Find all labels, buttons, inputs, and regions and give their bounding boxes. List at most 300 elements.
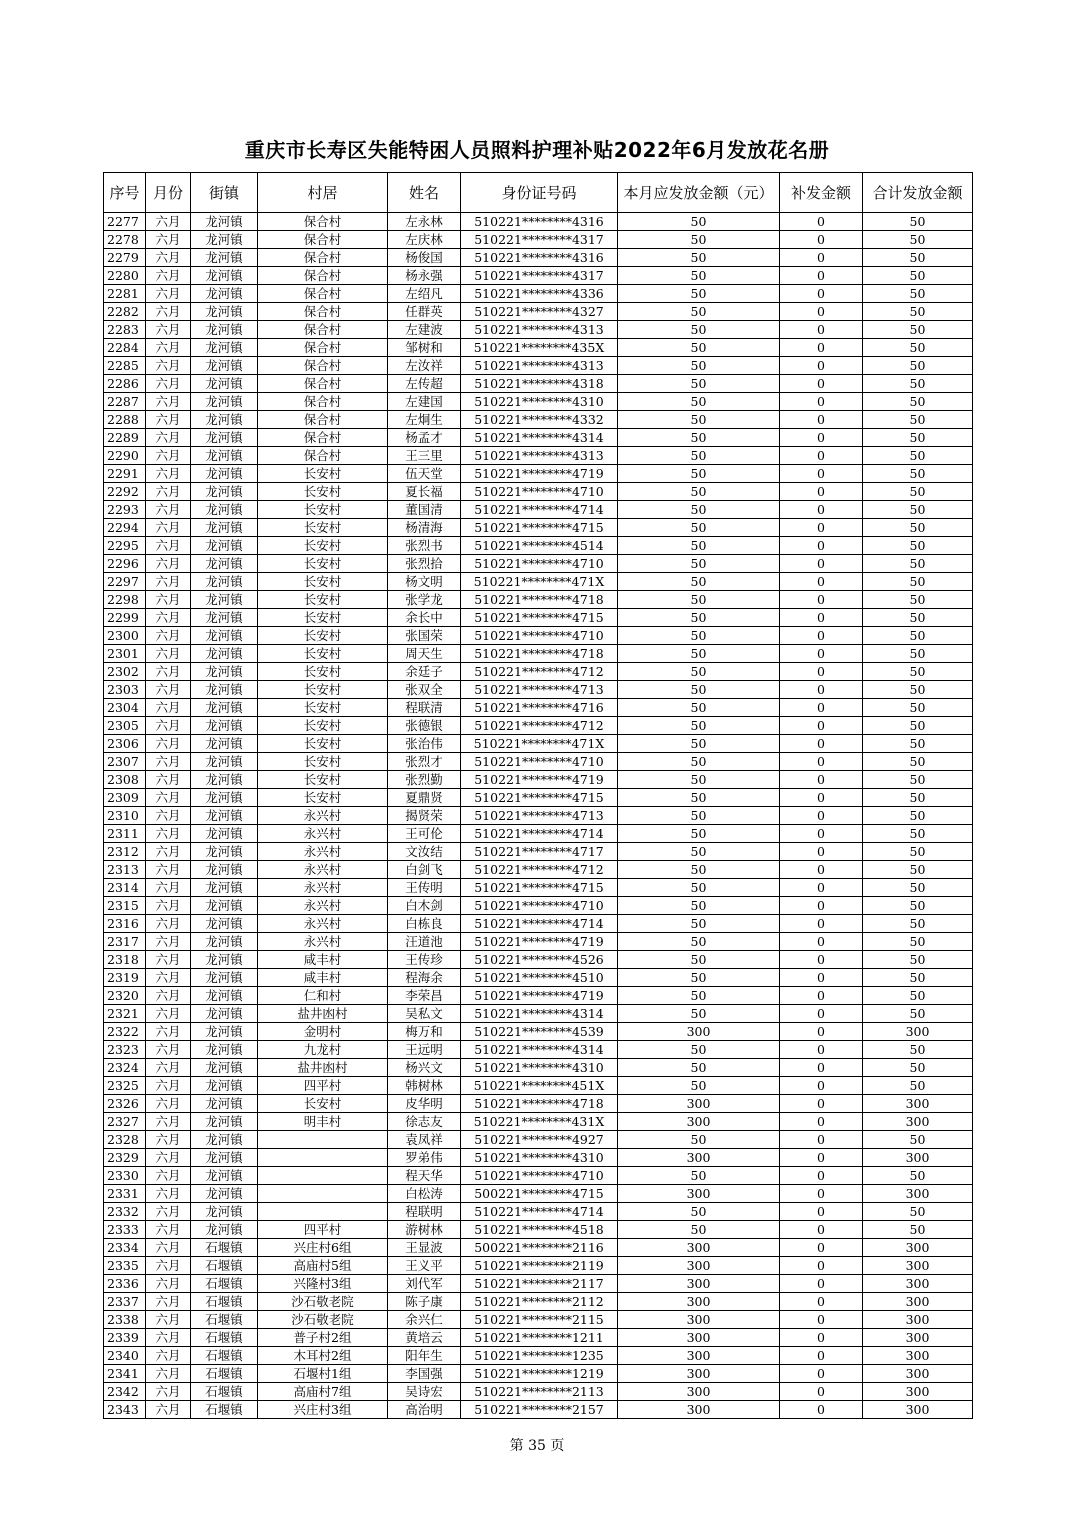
village-cell: 长安村 bbox=[258, 735, 388, 753]
total-cell: 50 bbox=[863, 501, 973, 519]
id-number-cell: 510221********4714 bbox=[461, 1203, 618, 1221]
village-cell: 永兴村 bbox=[258, 861, 388, 879]
month-cell: 六月 bbox=[146, 1347, 191, 1365]
name-cell: 高治明 bbox=[388, 1401, 461, 1419]
town-cell: 龙河镇 bbox=[191, 771, 258, 789]
id-number-cell: 510221********4712 bbox=[461, 663, 618, 681]
month-cell: 六月 bbox=[146, 1167, 191, 1185]
month-cell: 六月 bbox=[146, 789, 191, 807]
month-cell: 六月 bbox=[146, 231, 191, 249]
amount-due-cell: 300 bbox=[618, 1095, 780, 1113]
seq-cell: 2333 bbox=[104, 1221, 146, 1239]
village-cell: 长安村 bbox=[258, 501, 388, 519]
amount-due-cell: 300 bbox=[618, 1113, 780, 1131]
town-cell: 龙河镇 bbox=[191, 1077, 258, 1095]
month-cell: 六月 bbox=[146, 465, 191, 483]
total-cell: 50 bbox=[863, 609, 973, 627]
village-cell: 长安村 bbox=[258, 699, 388, 717]
supplement-cell: 0 bbox=[780, 915, 863, 933]
supplement-cell: 0 bbox=[780, 1077, 863, 1095]
id-number-cell: 510221********4318 bbox=[461, 375, 618, 393]
seq-cell: 2319 bbox=[104, 969, 146, 987]
seq-cell: 2279 bbox=[104, 249, 146, 267]
seq-cell: 2313 bbox=[104, 861, 146, 879]
amount-due-cell: 300 bbox=[618, 1347, 780, 1365]
amount-due-cell: 50 bbox=[618, 735, 780, 753]
village-cell: 长安村 bbox=[258, 645, 388, 663]
seq-cell: 2334 bbox=[104, 1239, 146, 1257]
town-cell: 龙河镇 bbox=[191, 429, 258, 447]
id-number-cell: 510221********2113 bbox=[461, 1383, 618, 1401]
id-number-cell: 510221********4718 bbox=[461, 591, 618, 609]
seq-cell: 2311 bbox=[104, 825, 146, 843]
name-cell: 左传超 bbox=[388, 375, 461, 393]
amount-due-cell: 300 bbox=[618, 1401, 780, 1419]
seq-cell: 2284 bbox=[104, 339, 146, 357]
village-cell: 永兴村 bbox=[258, 843, 388, 861]
town-cell: 龙河镇 bbox=[191, 321, 258, 339]
village-cell: 明丰村 bbox=[258, 1113, 388, 1131]
seq-cell: 2280 bbox=[104, 267, 146, 285]
name-cell: 王远明 bbox=[388, 1041, 461, 1059]
village-cell: 长安村 bbox=[258, 681, 388, 699]
month-cell: 六月 bbox=[146, 1185, 191, 1203]
amount-due-cell: 50 bbox=[618, 573, 780, 591]
table-row bbox=[104, 789, 973, 807]
amount-due-cell: 50 bbox=[618, 1131, 780, 1149]
total-cell: 50 bbox=[863, 339, 973, 357]
total-cell: 50 bbox=[863, 537, 973, 555]
total-cell: 50 bbox=[863, 231, 973, 249]
total-cell: 50 bbox=[863, 375, 973, 393]
supplement-cell: 0 bbox=[780, 1131, 863, 1149]
town-cell: 龙河镇 bbox=[191, 303, 258, 321]
supplement-cell: 0 bbox=[780, 519, 863, 537]
village-cell bbox=[258, 1131, 388, 1149]
supplement-cell: 0 bbox=[780, 735, 863, 753]
table-row bbox=[104, 1203, 973, 1221]
table-row bbox=[104, 555, 973, 573]
amount-due-cell: 50 bbox=[618, 915, 780, 933]
table-row bbox=[104, 591, 973, 609]
town-cell: 龙河镇 bbox=[191, 1149, 258, 1167]
town-cell: 石堰镇 bbox=[191, 1311, 258, 1329]
total-cell: 50 bbox=[863, 1005, 973, 1023]
name-cell: 伍天堂 bbox=[388, 465, 461, 483]
header-cell: 本月应发放金额（元） bbox=[618, 173, 780, 213]
town-cell: 石堰镇 bbox=[191, 1383, 258, 1401]
supplement-cell: 0 bbox=[780, 1113, 863, 1131]
table-row bbox=[104, 699, 973, 717]
total-cell: 300 bbox=[863, 1293, 973, 1311]
seq-cell: 2325 bbox=[104, 1077, 146, 1095]
amount-due-cell: 50 bbox=[618, 537, 780, 555]
total-cell: 300 bbox=[863, 1149, 973, 1167]
id-number-cell: 510221********4719 bbox=[461, 465, 618, 483]
seq-cell: 2297 bbox=[104, 573, 146, 591]
village-cell bbox=[258, 1149, 388, 1167]
town-cell: 龙河镇 bbox=[191, 375, 258, 393]
seq-cell: 2310 bbox=[104, 807, 146, 825]
document-title: 重庆市长寿区失能特困人员照料护理补贴2022年6月发放花名册 bbox=[244, 138, 830, 162]
town-cell: 石堰镇 bbox=[191, 1401, 258, 1419]
total-cell: 50 bbox=[863, 573, 973, 591]
supplement-cell: 0 bbox=[780, 1203, 863, 1221]
town-cell: 龙河镇 bbox=[191, 483, 258, 501]
table-row bbox=[104, 1347, 973, 1365]
seq-cell: 2307 bbox=[104, 753, 146, 771]
seq-cell: 2278 bbox=[104, 231, 146, 249]
town-cell: 龙河镇 bbox=[191, 663, 258, 681]
month-cell: 六月 bbox=[146, 627, 191, 645]
village-cell: 四平村 bbox=[258, 1221, 388, 1239]
supplement-cell: 0 bbox=[780, 285, 863, 303]
id-number-cell: 510221********4718 bbox=[461, 1095, 618, 1113]
id-number-cell: 510221********4314 bbox=[461, 1041, 618, 1059]
supplement-cell: 0 bbox=[780, 321, 863, 339]
town-cell: 龙河镇 bbox=[191, 699, 258, 717]
id-number-cell: 510221********4313 bbox=[461, 321, 618, 339]
name-cell: 吴诗宏 bbox=[388, 1383, 461, 1401]
page-number: 第 35 页 bbox=[509, 1438, 565, 1454]
supplement-cell: 0 bbox=[780, 969, 863, 987]
month-cell: 六月 bbox=[146, 393, 191, 411]
table-row bbox=[104, 303, 973, 321]
town-cell: 石堰镇 bbox=[191, 1293, 258, 1311]
supplement-cell: 0 bbox=[780, 249, 863, 267]
name-cell: 张国荣 bbox=[388, 627, 461, 645]
seq-cell: 2323 bbox=[104, 1041, 146, 1059]
village-cell: 永兴村 bbox=[258, 825, 388, 843]
id-number-cell: 510221********4713 bbox=[461, 681, 618, 699]
table-row bbox=[104, 933, 973, 951]
village-cell: 长安村 bbox=[258, 609, 388, 627]
seq-cell: 2330 bbox=[104, 1167, 146, 1185]
village-cell: 木耳村2组 bbox=[258, 1347, 388, 1365]
id-number-cell: 510221********4714 bbox=[461, 915, 618, 933]
town-cell: 龙河镇 bbox=[191, 1005, 258, 1023]
amount-due-cell: 50 bbox=[618, 285, 780, 303]
table-row bbox=[104, 663, 973, 681]
amount-due-cell: 50 bbox=[618, 1005, 780, 1023]
name-cell: 程海余 bbox=[388, 969, 461, 987]
seq-cell: 2342 bbox=[104, 1383, 146, 1401]
town-cell: 龙河镇 bbox=[191, 627, 258, 645]
village-cell: 盐井凼村 bbox=[258, 1005, 388, 1023]
table-row bbox=[104, 267, 973, 285]
name-cell: 任群英 bbox=[388, 303, 461, 321]
seq-cell: 2290 bbox=[104, 447, 146, 465]
id-number-cell: 510221********4510 bbox=[461, 969, 618, 987]
table-row bbox=[104, 429, 973, 447]
month-cell: 六月 bbox=[146, 1095, 191, 1113]
village-cell: 咸丰村 bbox=[258, 951, 388, 969]
id-number-cell: 510221********4314 bbox=[461, 1005, 618, 1023]
seq-cell: 2298 bbox=[104, 591, 146, 609]
id-number-cell: 510221********4715 bbox=[461, 789, 618, 807]
seq-cell: 2296 bbox=[104, 555, 146, 573]
seq-cell: 2341 bbox=[104, 1365, 146, 1383]
total-cell: 300 bbox=[863, 1239, 973, 1257]
supplement-cell: 0 bbox=[780, 645, 863, 663]
total-cell: 50 bbox=[863, 915, 973, 933]
seq-cell: 2316 bbox=[104, 915, 146, 933]
month-cell: 六月 bbox=[146, 573, 191, 591]
month-cell: 六月 bbox=[146, 735, 191, 753]
id-number-cell: 510221********4526 bbox=[461, 951, 618, 969]
name-cell: 夏长福 bbox=[388, 483, 461, 501]
month-cell: 六月 bbox=[146, 555, 191, 573]
amount-due-cell: 50 bbox=[618, 861, 780, 879]
amount-due-cell: 50 bbox=[618, 393, 780, 411]
month-cell: 六月 bbox=[146, 1257, 191, 1275]
supplement-cell: 0 bbox=[780, 879, 863, 897]
table-row bbox=[104, 1329, 973, 1347]
seq-cell: 2288 bbox=[104, 411, 146, 429]
month-cell: 六月 bbox=[146, 1059, 191, 1077]
table-row bbox=[104, 879, 973, 897]
name-cell: 邹树和 bbox=[388, 339, 461, 357]
id-number-cell: 510221********4714 bbox=[461, 501, 618, 519]
town-cell: 龙河镇 bbox=[191, 717, 258, 735]
total-cell: 50 bbox=[863, 411, 973, 429]
seq-cell: 2332 bbox=[104, 1203, 146, 1221]
total-cell: 300 bbox=[863, 1383, 973, 1401]
id-number-cell: 510221********4719 bbox=[461, 771, 618, 789]
table-row bbox=[104, 285, 973, 303]
town-cell: 龙河镇 bbox=[191, 645, 258, 663]
town-cell: 龙河镇 bbox=[191, 1203, 258, 1221]
town-cell: 龙河镇 bbox=[191, 1023, 258, 1041]
table-row bbox=[104, 483, 973, 501]
supplement-cell: 0 bbox=[780, 1095, 863, 1113]
total-cell: 50 bbox=[863, 357, 973, 375]
supplement-cell: 0 bbox=[780, 627, 863, 645]
village-cell: 保合村 bbox=[258, 411, 388, 429]
seq-cell: 2331 bbox=[104, 1185, 146, 1203]
table-row bbox=[104, 1041, 973, 1059]
name-cell: 杨永强 bbox=[388, 267, 461, 285]
name-cell: 黄培云 bbox=[388, 1329, 461, 1347]
month-cell: 六月 bbox=[146, 249, 191, 267]
month-cell: 六月 bbox=[146, 843, 191, 861]
amount-due-cell: 50 bbox=[618, 1203, 780, 1221]
table-row bbox=[104, 537, 973, 555]
month-cell: 六月 bbox=[146, 267, 191, 285]
seq-cell: 2315 bbox=[104, 897, 146, 915]
seq-cell: 2281 bbox=[104, 285, 146, 303]
month-cell: 六月 bbox=[146, 897, 191, 915]
total-cell: 300 bbox=[863, 1113, 973, 1131]
seq-cell: 2289 bbox=[104, 429, 146, 447]
supplement-cell: 0 bbox=[780, 393, 863, 411]
amount-due-cell: 50 bbox=[618, 591, 780, 609]
town-cell: 龙河镇 bbox=[191, 573, 258, 591]
supplement-cell: 0 bbox=[780, 1293, 863, 1311]
name-cell: 余廷子 bbox=[388, 663, 461, 681]
supplement-cell: 0 bbox=[780, 1365, 863, 1383]
name-cell: 左建波 bbox=[388, 321, 461, 339]
amount-due-cell: 50 bbox=[618, 483, 780, 501]
supplement-cell: 0 bbox=[780, 537, 863, 555]
name-cell: 白栋良 bbox=[388, 915, 461, 933]
town-cell: 龙河镇 bbox=[191, 411, 258, 429]
village-cell: 仁和村 bbox=[258, 987, 388, 1005]
month-cell: 六月 bbox=[146, 1113, 191, 1131]
id-number-cell: 510221********4316 bbox=[461, 213, 618, 231]
id-number-cell: 510221********4336 bbox=[461, 285, 618, 303]
supplement-cell: 0 bbox=[780, 591, 863, 609]
amount-due-cell: 50 bbox=[618, 663, 780, 681]
month-cell: 六月 bbox=[146, 501, 191, 519]
total-cell: 50 bbox=[863, 1059, 973, 1077]
amount-due-cell: 50 bbox=[618, 789, 780, 807]
month-cell: 六月 bbox=[146, 1023, 191, 1041]
amount-due-cell: 50 bbox=[618, 609, 780, 627]
name-cell: 左庆林 bbox=[388, 231, 461, 249]
month-cell: 六月 bbox=[146, 537, 191, 555]
table-row bbox=[104, 1077, 973, 1095]
total-cell: 50 bbox=[863, 897, 973, 915]
amount-due-cell: 50 bbox=[618, 951, 780, 969]
header-cell: 身份证号码 bbox=[461, 173, 618, 213]
table-row bbox=[104, 951, 973, 969]
name-cell: 程联明 bbox=[388, 1203, 461, 1221]
town-cell: 龙河镇 bbox=[191, 519, 258, 537]
total-cell: 50 bbox=[863, 663, 973, 681]
town-cell: 龙河镇 bbox=[191, 285, 258, 303]
total-cell: 50 bbox=[863, 483, 973, 501]
id-number-cell: 510221********431X bbox=[461, 1113, 618, 1131]
table-row bbox=[104, 465, 973, 483]
id-number-cell: 510221********4718 bbox=[461, 645, 618, 663]
table-row bbox=[104, 1383, 973, 1401]
amount-due-cell: 300 bbox=[618, 1239, 780, 1257]
total-cell: 50 bbox=[863, 1131, 973, 1149]
name-cell: 白剑飞 bbox=[388, 861, 461, 879]
name-cell: 董国清 bbox=[388, 501, 461, 519]
amount-due-cell: 300 bbox=[618, 1383, 780, 1401]
supplement-cell: 0 bbox=[780, 1023, 863, 1041]
amount-due-cell: 300 bbox=[618, 1275, 780, 1293]
total-cell: 50 bbox=[863, 393, 973, 411]
seq-cell: 2322 bbox=[104, 1023, 146, 1041]
village-cell: 永兴村 bbox=[258, 933, 388, 951]
amount-due-cell: 50 bbox=[618, 447, 780, 465]
month-cell: 六月 bbox=[146, 717, 191, 735]
amount-due-cell: 50 bbox=[618, 627, 780, 645]
total-cell: 50 bbox=[863, 447, 973, 465]
total-cell: 50 bbox=[863, 933, 973, 951]
total-cell: 50 bbox=[863, 249, 973, 267]
total-cell: 50 bbox=[863, 753, 973, 771]
id-number-cell: 510221********4316 bbox=[461, 249, 618, 267]
village-cell: 保合村 bbox=[258, 285, 388, 303]
town-cell: 龙河镇 bbox=[191, 465, 258, 483]
name-cell: 陈子康 bbox=[388, 1293, 461, 1311]
supplement-cell: 0 bbox=[780, 213, 863, 231]
name-cell: 王传明 bbox=[388, 879, 461, 897]
village-cell: 保合村 bbox=[258, 303, 388, 321]
town-cell: 龙河镇 bbox=[191, 1221, 258, 1239]
id-number-cell: 510221********4313 bbox=[461, 357, 618, 375]
village-cell: 长安村 bbox=[258, 663, 388, 681]
seq-cell: 2308 bbox=[104, 771, 146, 789]
amount-due-cell: 50 bbox=[618, 771, 780, 789]
supplement-cell: 0 bbox=[780, 465, 863, 483]
total-cell: 300 bbox=[863, 1185, 973, 1203]
total-cell: 50 bbox=[863, 1077, 973, 1095]
seq-cell: 2312 bbox=[104, 843, 146, 861]
amount-due-cell: 300 bbox=[618, 1149, 780, 1167]
name-cell: 韩树林 bbox=[388, 1077, 461, 1095]
name-cell: 梅万和 bbox=[388, 1023, 461, 1041]
total-cell: 50 bbox=[863, 1203, 973, 1221]
month-cell: 六月 bbox=[146, 483, 191, 501]
name-cell: 张烈勤 bbox=[388, 771, 461, 789]
seq-cell: 2338 bbox=[104, 1311, 146, 1329]
village-cell: 保合村 bbox=[258, 447, 388, 465]
id-number-cell: 510221********4714 bbox=[461, 825, 618, 843]
table-row bbox=[104, 1311, 973, 1329]
seq-cell: 2277 bbox=[104, 213, 146, 231]
total-cell: 50 bbox=[863, 429, 973, 447]
name-cell: 程天华 bbox=[388, 1167, 461, 1185]
town-cell: 龙河镇 bbox=[191, 1113, 258, 1131]
seq-cell: 2304 bbox=[104, 699, 146, 717]
supplement-cell: 0 bbox=[780, 501, 863, 519]
amount-due-cell: 300 bbox=[618, 1257, 780, 1275]
month-cell: 六月 bbox=[146, 861, 191, 879]
town-cell: 龙河镇 bbox=[191, 555, 258, 573]
total-cell: 50 bbox=[863, 717, 973, 735]
name-cell: 杨孟才 bbox=[388, 429, 461, 447]
total-cell: 300 bbox=[863, 1329, 973, 1347]
town-cell: 龙河镇 bbox=[191, 1059, 258, 1077]
village-cell: 沙石敬老院 bbox=[258, 1293, 388, 1311]
table-row bbox=[104, 1059, 973, 1077]
month-cell: 六月 bbox=[146, 987, 191, 1005]
total-cell: 50 bbox=[863, 771, 973, 789]
name-cell: 夏鼎贤 bbox=[388, 789, 461, 807]
total-cell: 50 bbox=[863, 699, 973, 717]
seq-cell: 2314 bbox=[104, 879, 146, 897]
id-number-cell: 510221********4518 bbox=[461, 1221, 618, 1239]
town-cell: 龙河镇 bbox=[191, 735, 258, 753]
village-cell bbox=[258, 1203, 388, 1221]
town-cell: 石堰镇 bbox=[191, 1347, 258, 1365]
name-cell: 杨俊国 bbox=[388, 249, 461, 267]
month-cell: 六月 bbox=[146, 1293, 191, 1311]
amount-due-cell: 50 bbox=[618, 807, 780, 825]
amount-due-cell: 50 bbox=[618, 879, 780, 897]
table-row bbox=[104, 987, 973, 1005]
seq-cell: 2326 bbox=[104, 1095, 146, 1113]
id-number-cell: 510221********4313 bbox=[461, 447, 618, 465]
total-cell: 50 bbox=[863, 879, 973, 897]
table-row bbox=[104, 1095, 973, 1113]
supplement-cell: 0 bbox=[780, 843, 863, 861]
village-cell bbox=[258, 1185, 388, 1203]
total-cell: 50 bbox=[863, 213, 973, 231]
village-cell: 石堰村1组 bbox=[258, 1365, 388, 1383]
supplement-cell: 0 bbox=[780, 231, 863, 249]
seq-cell: 2299 bbox=[104, 609, 146, 627]
town-cell: 龙河镇 bbox=[191, 915, 258, 933]
id-number-cell: 510221********4327 bbox=[461, 303, 618, 321]
supplement-cell: 0 bbox=[780, 1221, 863, 1239]
name-cell: 皮华明 bbox=[388, 1095, 461, 1113]
